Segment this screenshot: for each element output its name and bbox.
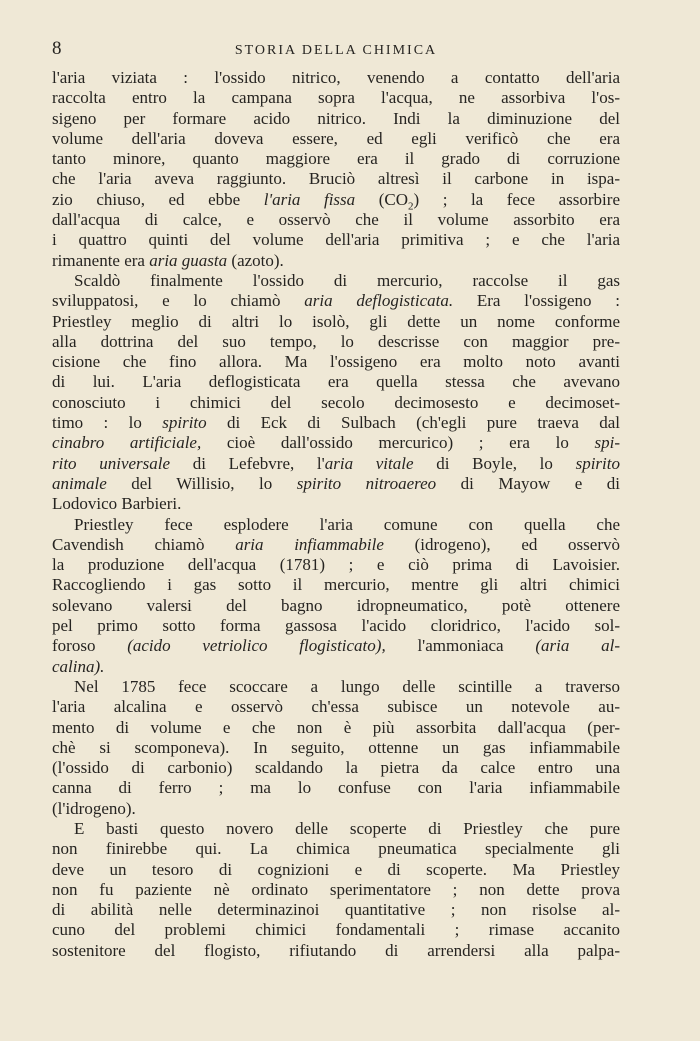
italic-term: aria guasta <box>149 250 228 270</box>
text-line <box>52 697 620 717</box>
italic-term: aria infiammabile <box>235 534 384 554</box>
text-line <box>52 819 620 839</box>
text-line <box>52 738 620 758</box>
text-segment: di Eck di Sulbach (ch'egli pure traeva dal <box>206 413 620 433</box>
text-segment: E basti questo novero delle scoperte di Priestley che pure <box>74 818 620 838</box>
text-segment: foroso <box>52 636 128 656</box>
text-segment: cisione che fino allora. Ma l'ossigeno era molto noto avanti <box>52 352 620 372</box>
text-segment: Cavendish chiamò <box>52 534 236 554</box>
text-segment: Priestley meglio di altri lo isolò, gli dette un nome conforme <box>52 311 620 331</box>
text-segment: di Boyle, lo <box>413 453 576 473</box>
text-line <box>52 413 620 433</box>
text-line <box>52 433 620 453</box>
text-line <box>52 515 620 535</box>
text-line <box>52 657 620 677</box>
text-segment: (l'idrogeno). <box>52 798 136 818</box>
text-line <box>52 454 620 474</box>
italic-term: aria vitale <box>324 453 414 473</box>
text-segment: i quattro quinti del volume dell'aria primitiva ; e che l'aria <box>52 230 620 250</box>
text-segment: Era l'ossigeno : <box>453 291 620 311</box>
text-segment: (l'ossido di carbonio) scaldando la pietra da calce entro una <box>52 758 620 778</box>
text-line <box>52 372 620 392</box>
text-segment: deve un tesoro di cognizioni e di scoperte. Ma Priestley <box>52 859 620 879</box>
text-line <box>52 920 620 940</box>
text-line <box>52 880 620 900</box>
text-segment: conosciuto i chimici del secolo decimosesto e decimoset- <box>52 392 620 412</box>
text-line <box>52 312 620 332</box>
text-segment: che l'aria aveva raggiunto. Bruciò altresì il carbone in ispa- <box>52 169 620 189</box>
text-line <box>52 88 620 108</box>
text-segment: sigeno per formare acido nitrico. Indi la diminuzione del <box>52 108 620 128</box>
italic-term: l'aria fissa <box>263 189 356 209</box>
text-line <box>52 616 620 636</box>
page-header <box>52 38 620 68</box>
text-line <box>52 494 620 514</box>
text-segment: ) ; la fece assorbire <box>413 189 620 209</box>
text-line <box>52 555 620 575</box>
text-line <box>52 189 620 213</box>
text-line <box>52 839 620 859</box>
text-segment: Lodovico Barbieri. <box>52 494 182 514</box>
text-segment: (idrogeno), ed osservò <box>383 534 620 554</box>
text-segment: mento di volume e che non è più assorbita dall'acqua (per- <box>52 717 620 737</box>
text-segment: di abilità nelle determinazinoi quantitative ; non risolse al- <box>52 900 620 920</box>
text-segment: dall'acqua di calce, e osservò che il volume assorbito era <box>52 210 620 230</box>
text-segment: di Mayow e di <box>436 473 620 493</box>
text-segment: Scaldò finalmente l'ossido di mercurio, raccolse il gas <box>74 270 620 290</box>
text-line <box>52 758 620 778</box>
text-line <box>52 352 620 372</box>
body-text <box>52 68 620 961</box>
text-segment: del Willisio, lo <box>106 473 297 493</box>
text-line <box>52 271 620 291</box>
text-line <box>52 149 620 169</box>
text-line <box>52 941 620 961</box>
text-line <box>52 535 620 555</box>
italic-term: (aria al- <box>535 636 620 656</box>
text-line <box>52 596 620 616</box>
text-segment: (CO <box>355 189 408 209</box>
italic-term: calina). <box>52 656 105 676</box>
text-line <box>52 230 620 250</box>
text-line <box>52 860 620 880</box>
italic-term: rito universale <box>52 453 171 473</box>
italic-term: spirito nitroaereo <box>296 473 437 493</box>
page-number: 8 <box>52 38 62 59</box>
text-line <box>52 799 620 819</box>
text-segment: la produzione dell'acqua (1781) ; e ciò prima di Lavoisier. <box>52 555 620 575</box>
text-line <box>52 129 620 149</box>
text-segment: raccolta entro la campana sopra l'acqua, ne assorbiva l'os- <box>52 88 620 108</box>
subscript: 2 <box>407 200 414 213</box>
text-segment: (azoto). <box>227 250 284 270</box>
text-segment: solevano valersi del bagno idropneumatico, potè ottenere <box>52 595 620 615</box>
text-line <box>52 251 620 271</box>
italic-term: (acido vetriolico flogisticato), <box>127 636 386 656</box>
italic-term: spirito <box>162 413 207 433</box>
italic-term: aria deflogisticata. <box>304 291 454 311</box>
text-segment: non finirebbe qui. La chimica pneumatica specialmente gli <box>52 839 620 859</box>
italic-term: animale <box>52 473 107 493</box>
text-line <box>52 677 620 697</box>
text-segment: cioè dall'ossido mercurico) ; era lo <box>201 433 595 453</box>
text-segment: volume dell'aria doveva essere, ed egli verificò che era <box>52 128 620 148</box>
text-segment: zio chiuso, ed ebbe <box>52 189 264 209</box>
text-segment: Priestley fece esplodere l'aria comune con quella che <box>74 514 620 534</box>
running-title: STORIA DELLA CHIMICA <box>234 43 438 58</box>
italic-term: spirito <box>575 453 620 473</box>
text-segment: timo : lo <box>52 413 163 433</box>
text-line <box>52 68 620 88</box>
text-segment: di Lefebvre, l' <box>170 453 325 473</box>
text-line <box>52 636 620 656</box>
text-segment: non fu paziente nè ordinato sperimentatore ; non dette prova <box>52 879 620 899</box>
text-line <box>52 210 620 230</box>
text-segment: Nel 1785 fece scoccare a lungo delle scintille a traverso <box>74 676 620 696</box>
text-segment: l'ammoniaca <box>385 636 536 656</box>
text-line <box>52 718 620 738</box>
text-segment: sviluppatosi, e lo chiamò <box>52 291 305 311</box>
text-line <box>52 778 620 798</box>
text-segment: di lui. L'aria deflogisticata era quella stessa che avevano <box>52 372 620 392</box>
text-segment: rimanente era <box>52 250 150 270</box>
text-segment: cuno del problemi chimici fondamentali ; rimase accanito <box>52 920 620 940</box>
text-line <box>52 393 620 413</box>
text-line <box>52 169 620 189</box>
text-segment: canna di ferro ; ma lo confuse con l'aria infiammabile <box>52 778 620 798</box>
text-segment: alla dottrina del suo tempo, lo descrisse con maggior pre- <box>52 331 620 351</box>
italic-term: cinabro artificiale, <box>52 433 202 453</box>
text-line <box>52 332 620 352</box>
text-line <box>52 900 620 920</box>
text-segment: pel primo sotto forma gassosa l'acido cloridrico, l'acido sol- <box>52 616 620 636</box>
text-segment: tanto minore, quanto maggiore era il grado di corruzione <box>52 149 620 169</box>
text-segment: sostenitore del flogisto, rifiutando di arrendersi alla palpa- <box>52 940 620 960</box>
text-segment: Raccogliendo i gas sotto il mercurio, mentre gli altri chimici <box>52 575 620 595</box>
text-line <box>52 575 620 595</box>
text-segment: l'aria viziata : l'ossido nitrico, venendo a contatto dell'aria <box>52 68 620 87</box>
text-segment: l'aria alcalina e osservò ch'essa subisce un notevole au- <box>52 697 620 717</box>
text-line <box>52 474 620 494</box>
text-line <box>52 291 620 311</box>
text-segment: chè si scomponeva). In seguito, ottenne un gas infiammabile <box>52 737 620 757</box>
text-line <box>52 109 620 129</box>
italic-term: spi- <box>594 433 620 453</box>
